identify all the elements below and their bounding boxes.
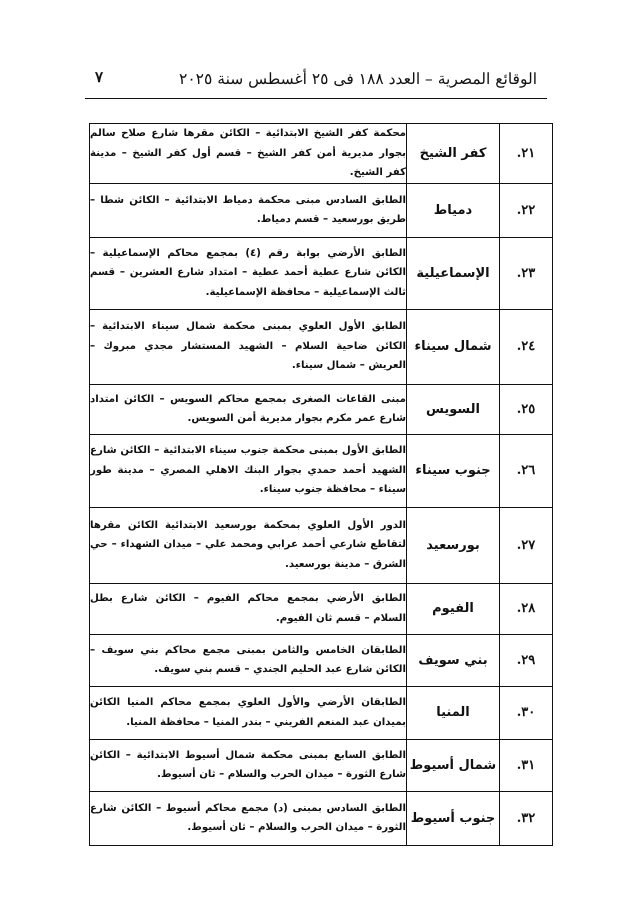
court-address-text: الطابق السابع بمبنى محكمة شمال أسيوط الابتدائية – الكائن شارع الثورة – ميدان الحرب والسلام – ثان أسيوط. bbox=[90, 749, 406, 780]
court-address bbox=[90, 791, 407, 845]
table-row bbox=[90, 384, 553, 434]
row-number: ٢٥. bbox=[500, 384, 553, 434]
court-address-text: الطابق الأرضي بمجمع محاكم الفيوم – الكائن شارع بطل السلام – قسم ثان الفيوم. bbox=[90, 593, 406, 624]
governorate-name: شمال أسيوط bbox=[407, 739, 500, 791]
governorate-name: جنوب سيناء bbox=[407, 434, 500, 507]
courts-table bbox=[89, 123, 553, 846]
governorate-name: بني سويف bbox=[407, 634, 500, 686]
court-address-text: الطابق الأول بمبنى محكمة جنوب سيناء الابتدائية – الكائن شارع الشهيد أحمد حمدي بجوار البنك الاهلي المصري – مدينة طور سيناء – محافظة جنوب سيناء. bbox=[90, 445, 406, 496]
governorate-name: الإسماعيلية bbox=[407, 237, 500, 309]
page-number: ٧ bbox=[95, 68, 104, 86]
court-address-text: الطابقان الأرضي والأول العلوي بمجمع محاكم المنيا الكائن بميدان عبد المنعم الفريني – بندر المنيا – محافظة المنيا. bbox=[90, 697, 406, 728]
row-number: ٢٩. bbox=[500, 634, 553, 686]
row-number: ٣٠. bbox=[500, 686, 553, 739]
row-number: ٣١. bbox=[500, 739, 553, 791]
table-row bbox=[90, 583, 553, 634]
header-title: الوقائع المصرية – العدد ١٨٨ فى ٢٥ أغسطس سنة ٢٠٢٥ bbox=[179, 70, 537, 88]
court-address bbox=[90, 124, 407, 184]
row-number: ٢٧. bbox=[500, 507, 553, 583]
table-row bbox=[90, 309, 553, 384]
court-address-text: الطابق الأرضي بوابة رقم (٤) بمجمع محاكم الإسماعيلية – الكائن شارع عطية أحمد عطية – امتداد شارع العشرين – قسم ثالث الإسماعيلية – محافظة الإسماعيلية. bbox=[90, 247, 406, 298]
court-address-text: محكمة كفر الشيخ الابتدائية – الكائن مقرها شارع صلاح سالم بجوار مديرية أمن كفر الشيخ – قسم أول كفر الشيخ – مدينة كفر الشيخ. bbox=[90, 128, 406, 178]
court-address-text: الطابق السادس مبنى محكمة دمياط الابتدائية – الكائن شطا – طريق بورسعيد – قسم دمياط. bbox=[90, 194, 406, 225]
court-address-text: الطابقان الخامس والثامن بمبنى مجمع محاكم بني سويف – الكائن شارع عبد الحليم الجندي – قسم بني سويف. bbox=[90, 644, 406, 675]
row-number: ٢٦. bbox=[500, 434, 553, 507]
court-address bbox=[90, 634, 407, 686]
governorate-name: جنوب أسيوط bbox=[407, 791, 500, 845]
table-row bbox=[90, 434, 553, 507]
row-number: ٢٢. bbox=[500, 183, 553, 237]
court-address bbox=[90, 309, 407, 384]
page-header bbox=[95, 66, 537, 94]
header-rule bbox=[85, 98, 547, 99]
court-address-text: الدور الأول العلوي بمحكمة بورسعيد الابتدائية الكائن مقرها لتقاطع شارعي أحمد عرابي ومحمد علي – ميدان الشهداء – حي الشرق – مدينة بورسعيد. bbox=[90, 519, 406, 570]
court-address bbox=[90, 583, 407, 634]
governorate-name: دمياط bbox=[407, 183, 500, 237]
governorate-name: بورسعيد bbox=[407, 507, 500, 583]
court-address bbox=[90, 384, 407, 434]
governorate-name: كفر الشيخ bbox=[407, 124, 500, 184]
governorate-name: المنيا bbox=[407, 686, 500, 739]
table-row bbox=[90, 686, 553, 739]
table-row bbox=[90, 739, 553, 791]
row-number: ٢٨. bbox=[500, 583, 553, 634]
row-number: ٢١. bbox=[500, 124, 553, 184]
row-number: ٢٤. bbox=[500, 309, 553, 384]
table-row bbox=[90, 791, 553, 845]
table-row bbox=[90, 237, 553, 309]
table-row bbox=[90, 124, 553, 184]
court-address bbox=[90, 739, 407, 791]
court-address bbox=[90, 434, 407, 507]
governorate-name: السويس bbox=[407, 384, 500, 434]
court-address-text: الطابق السادس بمبنى (د) مجمع محاكم أسيوط – الكائن شارع الثورة – ميدان الحرب والسلام – ثان أسيوط. bbox=[90, 802, 406, 833]
court-address-text: مبنى القاعات الصغرى بمجمع محاكم السويس – الكائن امتداد شارع عمر مكرم بجوار مديرية أمن السويس. bbox=[90, 393, 406, 424]
governorate-name: شمال سيناء bbox=[407, 309, 500, 384]
table-row bbox=[90, 507, 553, 583]
table-row bbox=[90, 183, 553, 237]
row-number: ٢٣. bbox=[500, 237, 553, 309]
court-address bbox=[90, 237, 407, 309]
governorate-name: الفيوم bbox=[407, 583, 500, 634]
court-address bbox=[90, 183, 407, 237]
row-number: ٣٢. bbox=[500, 791, 553, 845]
court-address bbox=[90, 507, 407, 583]
court-address bbox=[90, 686, 407, 739]
court-address-text: الطابق الأول العلوي بمبنى محكمة شمال سيناء الابتدائية – الكائن ضاحية السلام – الشهيد المستشار مجدي مبروك – العريش – شمال سيناء. bbox=[90, 321, 406, 372]
table-row bbox=[90, 634, 553, 686]
